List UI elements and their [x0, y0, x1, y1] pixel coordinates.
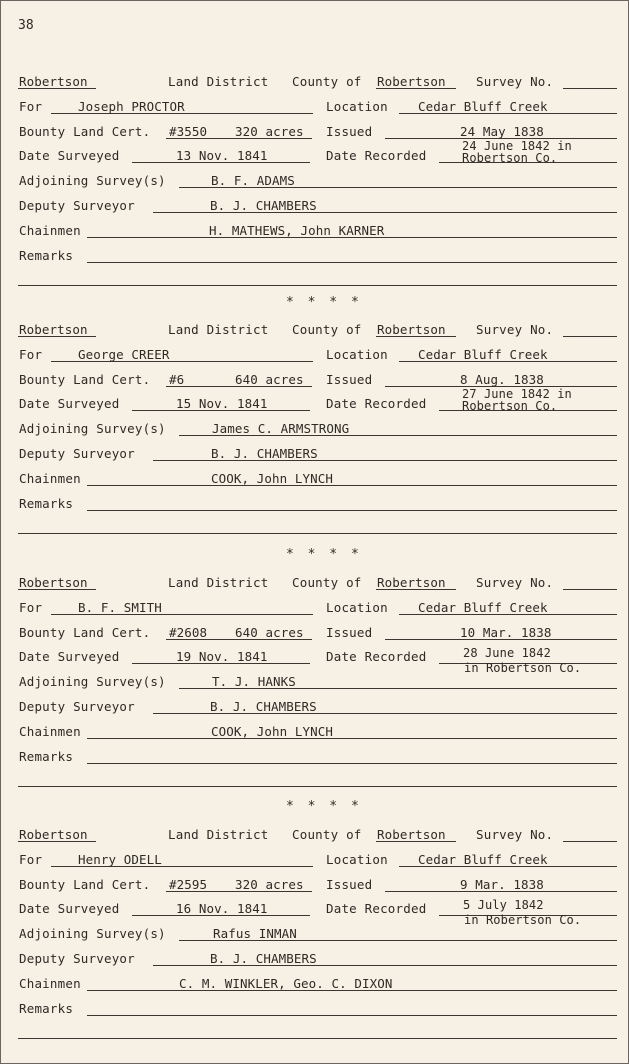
survey-record [1, 74, 629, 324]
land-district-label: Land District [168, 322, 269, 337]
chainmen-label: Chainmen [19, 976, 81, 991]
deputy-value: B. J. CHAMBERS [211, 446, 318, 461]
date-recorded-label: Date Recorded [326, 901, 427, 916]
remarks-label: Remarks [19, 749, 74, 764]
date-surveyed-label: Date Surveyed [19, 148, 120, 163]
deputy-row [1, 198, 629, 218]
bounty-row [1, 877, 629, 897]
survey-record [1, 827, 629, 1064]
adjoining-value: Rafus INMAN [213, 926, 297, 941]
county-value: Robertson [377, 74, 446, 89]
grantee-row [1, 99, 629, 119]
deputy-value: B. J. CHAMBERS [210, 699, 317, 714]
district-value: Robertson [19, 322, 88, 337]
grantee-row [1, 852, 629, 872]
bounty-row [1, 625, 629, 645]
surveyed-row [1, 898, 629, 927]
deputy-label: Deputy Surveyor [19, 198, 135, 213]
date-recorded-place: in Robertson Co. [464, 913, 582, 927]
chainmen-value: H. MATHEWS, John KARNER [209, 223, 385, 238]
county-label: County of [292, 74, 362, 89]
chainmen-row [1, 471, 629, 491]
survey-no-label: Survey No. [476, 575, 554, 590]
adjoining-row [1, 926, 629, 946]
date-recorded-place: Robertson Co. [462, 151, 558, 165]
county-label: County of [292, 575, 362, 590]
record-bottom-rule [18, 533, 617, 534]
survey-no-label: Survey No. [476, 74, 554, 89]
remarks-row [1, 248, 629, 268]
land-district-label: Land District [168, 575, 269, 590]
date-recorded-value: 27 June 1842 in [462, 387, 572, 401]
date-recorded-value: 28 June 1842 [463, 646, 551, 660]
record-separator: * * * * [286, 295, 362, 310]
county-value: Robertson [377, 322, 446, 337]
district-value: Robertson [19, 827, 88, 842]
district-row [1, 74, 629, 94]
date-recorded-value: 5 July 1842 [463, 898, 544, 912]
issued-value: 10 Mar. 1838 [460, 625, 552, 640]
location-label: Location [326, 347, 388, 362]
chainmen-row [1, 724, 629, 744]
issued-label: Issued [326, 372, 373, 387]
date-recorded-value: 24 June 1842 in [462, 139, 572, 153]
surveyed-row [1, 139, 629, 168]
date-recorded-label: Date Recorded [326, 649, 427, 664]
survey-record [1, 575, 629, 825]
location-label: Location [326, 852, 388, 867]
for-label: For [19, 852, 43, 867]
grantee-value: B. F. SMITH [78, 600, 162, 615]
deputy-row [1, 446, 629, 466]
page-number: 38 [18, 18, 34, 33]
land-district-label: Land District [168, 74, 269, 89]
deputy-row [1, 951, 629, 971]
adjoining-value: B. F. ADAMS [211, 173, 295, 188]
county-value: Robertson [377, 575, 446, 590]
survey-no-label: Survey No. [476, 322, 554, 337]
date-recorded-label: Date Recorded [326, 148, 427, 163]
location-value: Cedar Bluff Creek [418, 347, 548, 362]
grantee-value: George CREER [78, 347, 170, 362]
surveyed-row [1, 387, 629, 416]
cert-number: #2608 [169, 625, 208, 640]
date-recorded-place: Robertson Co. [462, 399, 558, 413]
adjoining-label: Adjoining Survey(s) [19, 674, 166, 689]
issued-value: 24 May 1838 [460, 124, 544, 139]
date-surveyed-label: Date Surveyed [19, 901, 120, 916]
date-surveyed-label: Date Surveyed [19, 649, 120, 664]
issued-value: 9 Mar. 1838 [460, 877, 544, 892]
record-bottom-rule [18, 786, 617, 787]
district-value: Robertson [19, 74, 88, 89]
bounty-label: Bounty Land Cert. [19, 625, 151, 640]
issued-label: Issued [326, 625, 373, 640]
for-label: For [19, 99, 43, 114]
chainmen-value: COOK, John LYNCH [211, 471, 334, 486]
issued-value: 8 Aug. 1838 [460, 372, 544, 387]
location-value: Cedar Bluff Creek [418, 99, 548, 114]
date-recorded-place: in Robertson Co. [464, 661, 582, 675]
date-surveyed-label: Date Surveyed [19, 396, 120, 411]
location-label: Location [326, 600, 388, 615]
chainmen-value: COOK, John LYNCH [211, 724, 334, 739]
date-recorded-label: Date Recorded [326, 396, 427, 411]
for-label: For [19, 600, 43, 615]
acres-value: 640 acres [235, 372, 304, 387]
date-surveyed-value: 16 Nov. 1841 [176, 901, 268, 916]
cert-number: #6 [169, 372, 185, 387]
bounty-label: Bounty Land Cert. [19, 124, 151, 139]
bounty-label: Bounty Land Cert. [19, 877, 151, 892]
adjoining-label: Adjoining Survey(s) [19, 173, 166, 188]
adjoining-row [1, 674, 629, 694]
location-value: Cedar Bluff Creek [418, 600, 548, 615]
deputy-value: B. J. CHAMBERS [210, 951, 317, 966]
adjoining-value: T. J. HANKS [212, 674, 296, 689]
surveyed-row [1, 646, 629, 675]
remarks-label: Remarks [19, 496, 74, 511]
adjoining-row [1, 421, 629, 441]
deputy-label: Deputy Surveyor [19, 951, 135, 966]
county-label: County of [292, 322, 362, 337]
deputy-label: Deputy Surveyor [19, 699, 135, 714]
chainmen-label: Chainmen [19, 471, 81, 486]
land-district-label: Land District [168, 827, 269, 842]
date-surveyed-value: 19 Nov. 1841 [176, 649, 268, 664]
adjoining-row [1, 173, 629, 193]
district-row [1, 322, 629, 342]
adjoining-label: Adjoining Survey(s) [19, 926, 166, 941]
county-value: Robertson [377, 827, 446, 842]
acres-value: 320 acres [235, 877, 304, 892]
cert-number: #2595 [169, 877, 208, 892]
record-bottom-rule [18, 285, 617, 286]
record-bottom-rule [18, 1038, 617, 1039]
chainmen-row [1, 223, 629, 243]
date-surveyed-value: 13 Nov. 1841 [176, 148, 268, 163]
issued-label: Issued [326, 877, 373, 892]
deputy-row [1, 699, 629, 719]
acres-value: 320 acres [235, 124, 304, 139]
cert-number: #3550 [169, 124, 208, 139]
chainmen-label: Chainmen [19, 724, 81, 739]
remarks-row [1, 749, 629, 769]
district-row [1, 827, 629, 847]
remarks-label: Remarks [19, 1001, 74, 1016]
location-label: Location [326, 99, 388, 114]
record-separator: * * * * [286, 799, 362, 814]
location-value: Cedar Bluff Creek [418, 852, 548, 867]
acres-value: 640 acres [235, 625, 304, 640]
date-surveyed-value: 15 Nov. 1841 [176, 396, 268, 411]
survey-no-label: Survey No. [476, 827, 554, 842]
survey-record [1, 322, 629, 572]
district-row [1, 575, 629, 595]
adjoining-label: Adjoining Survey(s) [19, 421, 166, 436]
remarks-row [1, 1001, 629, 1021]
grantee-value: Henry ODELL [78, 852, 162, 867]
grantee-value: Joseph PROCTOR [78, 99, 185, 114]
adjoining-value: James C. ARMSTRONG [212, 421, 350, 436]
deputy-label: Deputy Surveyor [19, 446, 135, 461]
record-separator: * * * * [286, 547, 362, 562]
remarks-row [1, 496, 629, 516]
county-label: County of [292, 827, 362, 842]
remarks-label: Remarks [19, 248, 74, 263]
bounty-label: Bounty Land Cert. [19, 372, 151, 387]
grantee-row [1, 347, 629, 367]
deputy-value: B. J. CHAMBERS [210, 198, 317, 213]
chainmen-label: Chainmen [19, 223, 81, 238]
district-value: Robertson [19, 575, 88, 590]
grantee-row [1, 600, 629, 620]
chainmen-row [1, 976, 629, 996]
issued-label: Issued [326, 124, 373, 139]
chainmen-value: C. M. WINKLER, Geo. C. DIXON [179, 976, 393, 991]
for-label: For [19, 347, 43, 362]
